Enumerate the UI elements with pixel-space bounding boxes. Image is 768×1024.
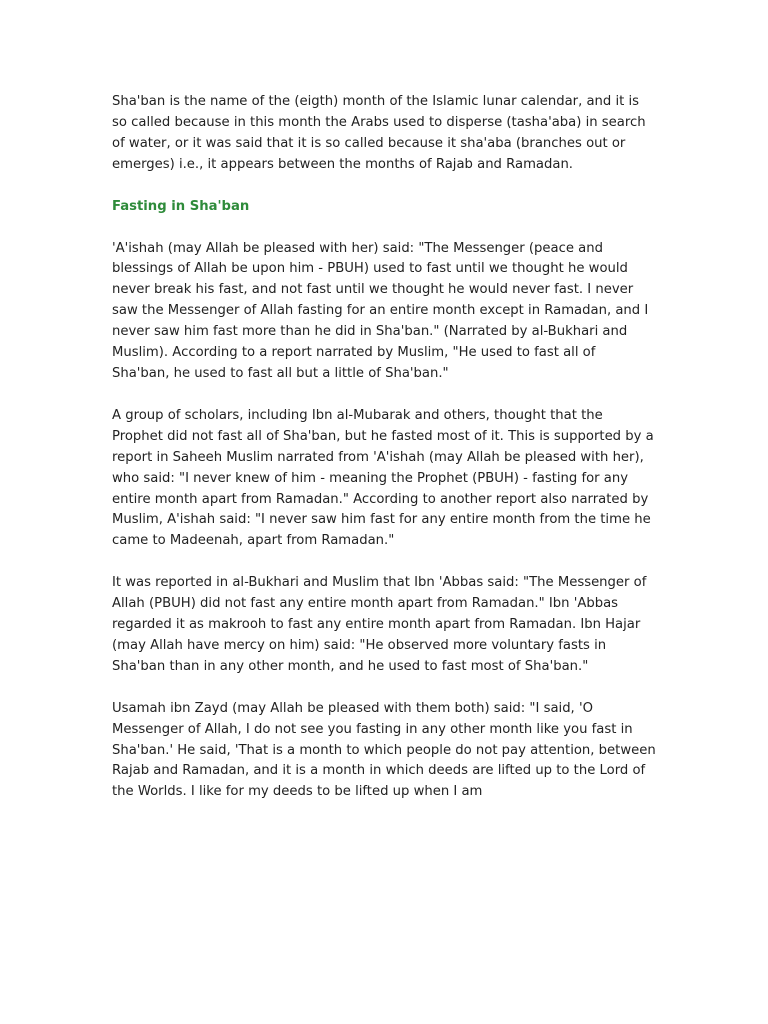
intro-paragraph: Sha'ban is the name of the (eigth) month of the Islamic lunar calendar, and it is so called because in this month the Arabs used to disperse (tasha'aba) in search of water, or it was said that it is so called because it sha'aba (branches out or emerges) i.e., it appears between the months of Rajab and Ramadan. — [112, 94, 646, 172]
section-heading: Fasting in Sha'ban — [112, 198, 250, 214]
body-paragraph: Usamah ibn Zayd (may Allah be pleased with them both) said: "I said, 'O Messenger of Allah, I do not see you fasting in any other month like you fast in Sha'ban.' He said, 'That is a month to which people do not pay attention, between Rajab and Ramadan, and it is a month in which deeds are lifted up to the Lord of the Worlds. I like for my deeds to be lifted up when I am — [112, 700, 656, 800]
document-page — [112, 92, 657, 824]
body-paragraph: A group of scholars, including Ibn al-Mubarak and others, thought that the Prophet did not fast all of Sha'ban, but he fasted most of it. This is supported by a report in Saheeh Muslim narrated from 'A'ishah (may Allah be pleased with her), who said: "I never knew of him - meaning the Prophet (PBUH) - fasting for any entire month apart from Ramadan." According to another report also narrated by Muslim, A'ishah said: "I never saw him fast for any entire month from the time he came to Madeenah, apart from Ramadan." — [112, 407, 654, 549]
body-paragraph: 'A'ishah (may Allah be pleased with her) said: "The Messenger (peace and blessings of Allah be upon him - PBUH) used to fast until we thought he would never break his fast, and not fast until we thought he would never fast. I never saw the Messenger of Allah fasting for an entire month except in Ramadan, and I never saw him fast more than he did in Sha'ban." (Narrated by al-Bukhari and Muslim). According to a report narrated by Muslim, "He used to fast all of Sha'ban, he used to fast all but a little of Sha'ban." — [112, 240, 649, 381]
body-paragraph: It was reported in al-Bukhari and Muslim that Ibn 'Abbas said: "The Messenger of Allah (PBUH) did not fast any entire month apart from Ramadan." Ibn 'Abbas regarded it as makrooh to fast any entire month apart from Ramadan. Ibn Hajar (may Allah have mercy on him) said: "He observed more voluntary fasts in Sha'ban than in any other month, and he used to fast most of Sha'ban." — [112, 575, 647, 674]
